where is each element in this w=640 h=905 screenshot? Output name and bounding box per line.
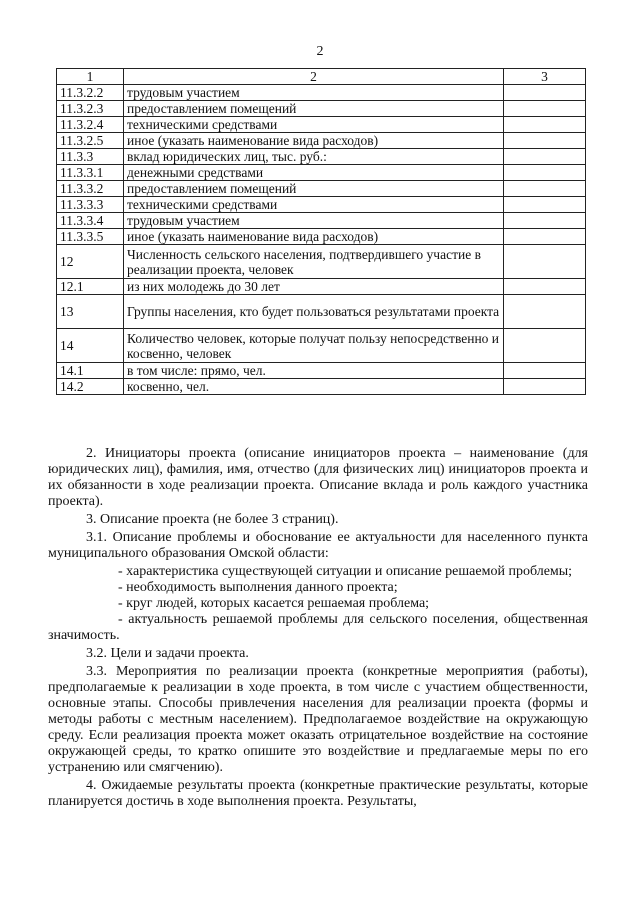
row-value-cell: [504, 279, 586, 295]
row-text-cell: техническими средствами: [124, 117, 504, 133]
paragraph-description: 3. Описание проекта (не более 3 страниц).: [86, 512, 339, 527]
table-row: [57, 229, 586, 245]
table-header-row: [57, 69, 586, 85]
row-value-cell: [504, 295, 586, 329]
row-text-cell: иное (указать наименование вида расходов): [124, 133, 504, 149]
list-item: - характеристика существующей ситуации и описание решаемой проблемы;: [118, 564, 573, 579]
row-text-cell: денежными средствами: [124, 165, 504, 181]
paragraph-initiators: 2. Инициаторы проекта (описание инициаторов проекта – наименование (для юридических лиц), фамилия, имя, отчество (для физических лиц) инициаторов проекта и их обязанности в ходе реализации проекта. Описание вклада и роль каждого участника проекта).: [48, 446, 588, 509]
row-text-cell: Численность сельского населения, подтвердившего участие в реализации проекта, человек: [124, 245, 504, 279]
row-number-cell: 11.3.3.3: [57, 197, 124, 213]
row-number-cell: 14: [57, 329, 124, 363]
row-text-cell: вклад юридических лиц, тыс. руб.:: [124, 149, 504, 165]
table-row: [57, 165, 586, 181]
row-value-cell: [504, 117, 586, 133]
table-row: [57, 379, 586, 395]
table-row: [57, 197, 586, 213]
row-value-cell: [504, 85, 586, 101]
row-number-cell: 11.3.3.1: [57, 165, 124, 181]
row-number-cell: 12: [57, 245, 124, 279]
row-text-cell: Количество человек, которые получат пользу непосредственно и косвенно, человек: [124, 329, 504, 363]
row-number-cell: 11.3.2.3: [57, 101, 124, 117]
row-number-cell: 11.3.2.4: [57, 117, 124, 133]
row-number-cell: 11.3.3.5: [57, 229, 124, 245]
table-row: [57, 149, 586, 165]
paragraph-problem: 3.1. Описание проблемы и обоснование ее актуальности для населенного пункта муниципального образования Омской области:: [48, 530, 588, 561]
paragraph-results: 4. Ожидаемые результаты проекта (конкретные практические результаты, которые планируется достичь в ходе выполнения проекта. Результаты,: [48, 778, 588, 809]
page-number: 2: [316, 44, 324, 59]
row-text-cell: Группы населения, кто будет пользоваться результатами проекта: [124, 295, 504, 329]
form-table: [56, 68, 586, 395]
row-value-cell: [504, 363, 586, 379]
row-text-cell: косвенно, чел.: [124, 379, 504, 395]
table-row: [57, 213, 586, 229]
table-row: [57, 101, 586, 117]
table-row: [57, 85, 586, 101]
row-value-cell: [504, 379, 586, 395]
row-text-cell: иное (указать наименование вида расходов): [124, 229, 504, 245]
table-row: [57, 363, 586, 379]
row-value-cell: [504, 181, 586, 197]
row-text-cell: трудовым участием: [124, 85, 504, 101]
row-value-cell: [504, 197, 586, 213]
header-col-2: 2: [124, 69, 504, 85]
paragraph-activities: 3.3. Мероприятия по реализации проекта (конкретные мероприятия (работы), предполагаемые к реализации в ходе проекта, в том числе с участием общественности, основные этапы. Способы привлечения населения для реализации проекта (формы и методы работы с местным населением). Предполагаемое воздействие на окружающую среду. Если реализация проекта может оказать отрицательное воздействие на состояние окружающей среды, то кратко опишите это воздействие и предлагаемые меры по его устранению или смягчению).: [48, 664, 588, 775]
row-value-cell: [504, 133, 586, 149]
header-col-1: 1: [57, 69, 124, 85]
row-number-cell: 14.2: [57, 379, 124, 395]
row-number-cell: 11.3.3: [57, 149, 124, 165]
row-text-cell: техническими средствами: [124, 197, 504, 213]
list-item: - необходимость выполнения данного проекта;: [118, 580, 398, 595]
table-row: [57, 133, 586, 149]
row-text-cell: из них молодежь до 30 лет: [124, 279, 504, 295]
row-number-cell: 11.3.3.4: [57, 213, 124, 229]
table-row: [57, 117, 586, 133]
row-number-cell: 12.1: [57, 279, 124, 295]
row-number-cell: 14.1: [57, 363, 124, 379]
table-row: [57, 245, 586, 279]
row-number-cell: 13: [57, 295, 124, 329]
row-text-cell: трудовым участием: [124, 213, 504, 229]
paragraph-goals: 3.2. Цели и задачи проекта.: [86, 646, 249, 661]
table-row: [57, 181, 586, 197]
row-text-cell: в том числе: прямо, чел.: [124, 363, 504, 379]
header-col-3: 3: [504, 69, 586, 85]
row-value-cell: [504, 329, 586, 363]
row-value-cell: [504, 245, 586, 279]
table-row: [57, 295, 586, 329]
list-item: - круг людей, которых касается решаемая проблема;: [118, 596, 430, 611]
row-value-cell: [504, 165, 586, 181]
table-row: [57, 279, 586, 295]
list-item: - актуальность решаемой проблемы для сельского поселения, общественная значимость.: [48, 612, 588, 643]
document-body: [48, 446, 588, 812]
row-value-cell: [504, 213, 586, 229]
row-number-cell: 11.3.3.2: [57, 181, 124, 197]
row-value-cell: [504, 149, 586, 165]
row-text-cell: предоставлением помещений: [124, 181, 504, 197]
row-text-cell: предоставлением помещений: [124, 101, 504, 117]
table-row: [57, 329, 586, 363]
row-number-cell: 11.3.2.2: [57, 85, 124, 101]
row-value-cell: [504, 101, 586, 117]
row-value-cell: [504, 229, 586, 245]
row-number-cell: 11.3.2.5: [57, 133, 124, 149]
